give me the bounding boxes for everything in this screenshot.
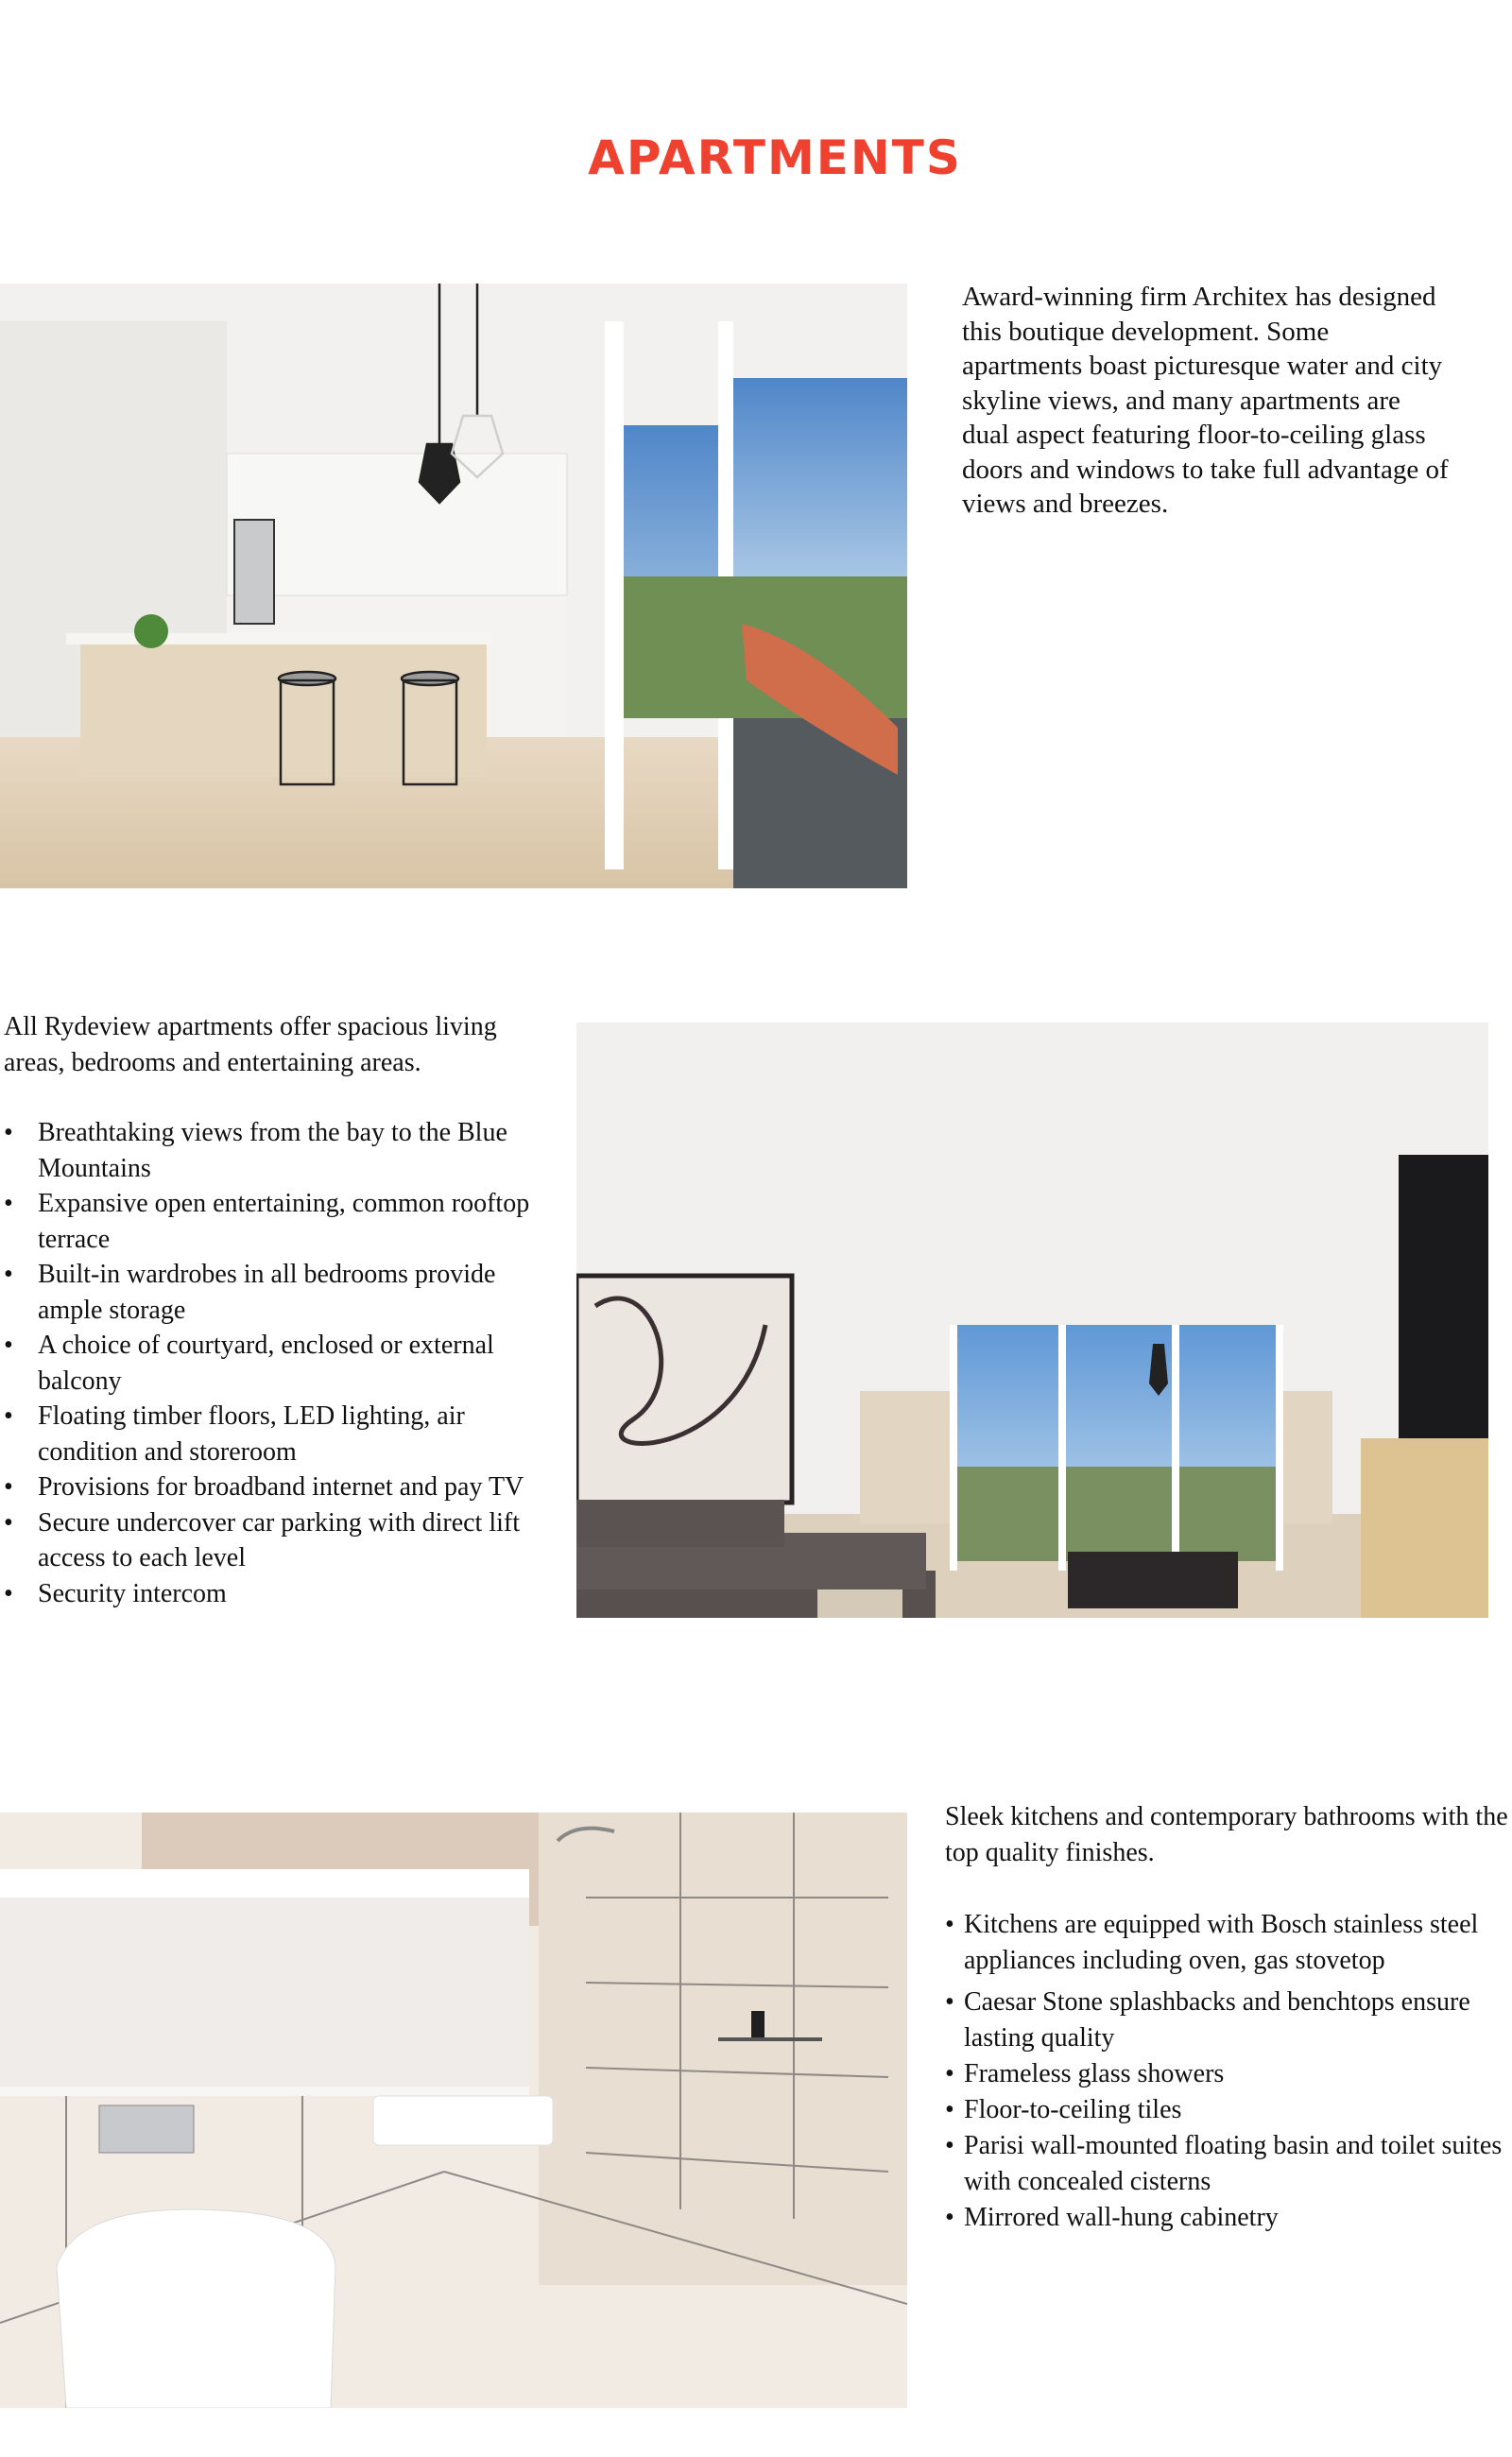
bullet-icon: •: [4, 1118, 13, 1147]
kitchen-photo: [0, 284, 907, 888]
bullet-icon: •: [4, 1189, 13, 1218]
living-room-photo: [576, 1022, 1488, 1618]
bullet-icon: •: [4, 1401, 13, 1431]
bullet-icon: •: [945, 2095, 954, 2124]
features-intro: All Rydeview apartments offer spacious living areas, bedrooms and entertaining areas.: [4, 1012, 497, 1077]
bullet-icon: •: [945, 1910, 954, 1939]
bullet-icon: •: [4, 1472, 13, 1502]
bullet-icon: •: [4, 1331, 13, 1360]
finishes-intro: Sleek kitchens and contemporary bathrooms with the top quality finishes.: [945, 1802, 1508, 1867]
list-item: • Frameless glass showers: [945, 2056, 1512, 2092]
finishes-list: [945, 1907, 1512, 2236]
bullet-icon: •: [4, 1578, 13, 1608]
list-item: • Floor-to-ceiling tiles: [945, 2092, 1512, 2128]
list-item: • Kitchens are equipped with Bosch stainless steel appliances including oven, gas stovetop: [945, 1907, 1512, 1979]
list-item: • Provisions for broadband internet and pay TV: [4, 1469, 533, 1505]
list-item: • Secure undercover car parking with direct lift access to each level: [4, 1505, 533, 1576]
features-list: [4, 1115, 533, 1611]
list-item: • Breathtaking views from the bay to the Blue Mountains: [4, 1115, 533, 1186]
bullet-icon: •: [945, 1987, 954, 2017]
list-item: • Parisi wall-mounted floating basin and toilet suites with concealed cisterns: [945, 2128, 1512, 2200]
list-item: • Built-in wardrobes in all bedrooms provide ample storage: [4, 1257, 533, 1328]
bullet-icon: •: [945, 2131, 954, 2160]
page-title: APARTMENTS: [588, 130, 962, 185]
list-item: • Mirrored wall-hung cabinetry: [945, 2200, 1512, 2236]
list-item: • Floating timber floors, LED lighting, air condition and storeroom: [4, 1399, 533, 1469]
bullet-icon: •: [4, 1507, 13, 1538]
list-item: • Caesar Stone splashbacks and benchtops ensure lasting quality: [945, 1984, 1512, 2056]
bullet-icon: •: [945, 2059, 954, 2088]
bullet-icon: •: [4, 1260, 13, 1289]
intro-paragraph-block: [962, 280, 1453, 522]
bullet-icon: •: [945, 2203, 954, 2232]
bathroom-photo: [0, 1813, 907, 2408]
features-block: [4, 1009, 533, 1611]
finishes-block: [945, 1799, 1512, 2236]
list-item: • Expansive open entertaining, common rooftop terrace: [4, 1186, 533, 1257]
intro-paragraph: Award-winning firm Architex has designed this boutique development. Some apartments boast picturesque water and city skyline views, and many apartments are dual aspect featuring floor-to-ceiling glass doors and windows to take full advantage of views and breezes.: [962, 282, 1449, 519]
list-item: • Security intercom: [4, 1576, 533, 1612]
list-item: • A choice of courtyard, enclosed or external balcony: [4, 1328, 533, 1399]
